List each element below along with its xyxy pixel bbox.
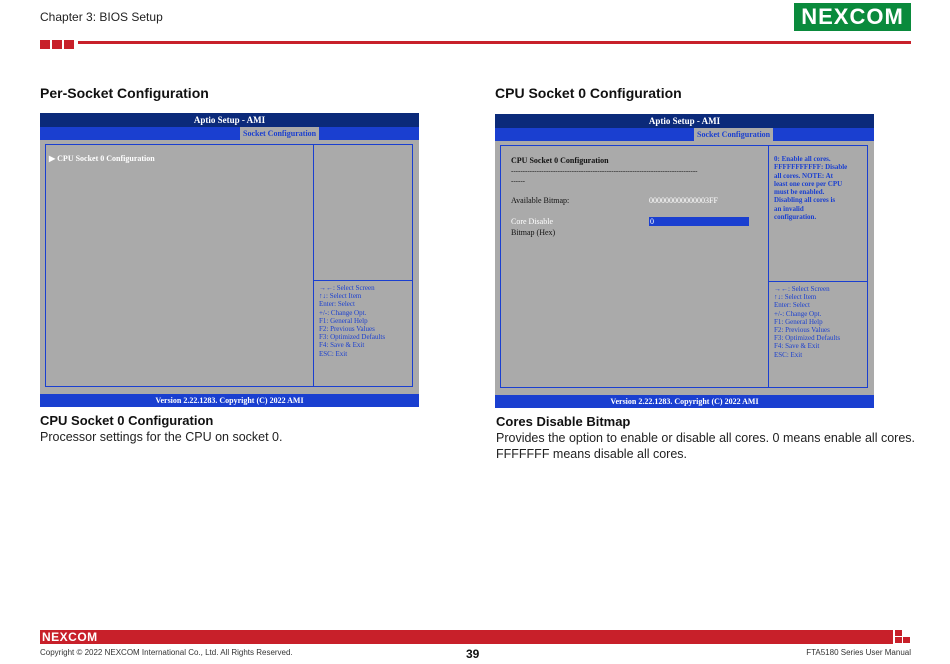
description-line: least one core per CPU: [774, 179, 843, 188]
bios-description-panel: [768, 145, 868, 282]
description-line: all cores. NOTE: At: [774, 171, 833, 180]
header-rule: [78, 41, 911, 44]
help-line: ESC: Exit: [774, 350, 803, 359]
description-line: FFFFFFFFFFF: Disable: [774, 163, 848, 172]
section-heading-per-socket: Per-Socket Configuration: [40, 85, 209, 101]
help-line: +/-: Change Opt.: [774, 309, 822, 318]
header-blocks: [40, 40, 74, 49]
help-line: →←: Select Screen: [319, 284, 375, 292]
divider-dashes: --------------------------------------------------------------------------------: [511, 167, 698, 175]
core-disable-label: Core Disable: [511, 217, 553, 226]
bios-main-panel: [500, 145, 769, 388]
divider-dashes: ------: [511, 177, 525, 185]
chapter-title: Chapter 3: BIOS Setup: [40, 10, 163, 24]
help-line: +/-: Change Opt.: [319, 308, 367, 317]
bios-tab-bar: [40, 127, 419, 140]
bios-main-panel: [45, 144, 314, 387]
description-line-2: FFFFFFF means disable all cores.: [496, 447, 688, 461]
help-line: F3: Optimized Defaults: [319, 333, 386, 342]
description-line: configuration.: [774, 213, 817, 222]
bios-tab-bar: [495, 128, 874, 141]
bios-footer: Version 2.22.1283. Copyright (C) 2022 AMI: [40, 394, 419, 407]
core-disable-label-2: Bitmap (Hex): [511, 228, 556, 237]
tab-socket-configuration[interactable]: Socket Configuration: [694, 128, 773, 141]
help-line: F4: Save & Exit: [774, 342, 820, 351]
available-bitmap-value: 000000000000003FF: [649, 196, 718, 205]
help-line: →←: Select Screen: [774, 285, 830, 293]
help-line: Enter: Select: [319, 300, 355, 309]
tab-socket-configuration[interactable]: Socket Configuration: [240, 127, 319, 140]
bios-title-bar: Aptio Setup - AMI: [495, 114, 874, 128]
footer-nexcom-logo: NEXCOM: [42, 630, 98, 644]
copyright-text: Copyright © 2022 NEXCOM International Co., Ltd. All Rights Reserved.: [40, 648, 293, 657]
bios-screen-cpu-socket-0: [495, 114, 874, 408]
help-line: F3: Optimized Defaults: [774, 334, 841, 343]
description-line: an invalid: [774, 204, 804, 213]
bios-help-panel: [768, 281, 868, 388]
footer-bar: [40, 630, 893, 644]
description-line: Disabling all cores is: [774, 196, 836, 205]
subtitle-cores-disable-bitmap: Cores Disable Bitmap: [496, 414, 631, 429]
bios-screen-per-socket: [40, 113, 419, 407]
help-line: F1: General Help: [774, 317, 823, 326]
description-line: 0: Enable all cores.: [774, 155, 831, 163]
description-cpu-socket-0: Processor settings for the CPU on socket 0.: [40, 430, 283, 444]
triangle-right-icon: ▶: [49, 154, 58, 163]
help-line: F1: General Help: [319, 316, 368, 325]
footer-squares: [895, 630, 911, 644]
help-line: ↑↓: Select Item: [319, 292, 362, 301]
help-line: F4: Save & Exit: [319, 341, 365, 350]
help-line: F2: Previous Values: [319, 325, 375, 334]
description-line: must be enabled.: [774, 188, 825, 197]
help-line: F2: Previous Values: [774, 326, 830, 335]
bios-title-bar: Aptio Setup - AMI: [40, 113, 419, 127]
subtitle-cpu-socket-0: CPU Socket 0 Configuration: [40, 413, 214, 428]
bios-help-panel: [313, 280, 413, 387]
menu-item-cpu-socket-0[interactable]: ▶ CPU Socket 0 Configuration: [49, 154, 155, 163]
description-line-1: Provides the option to enable or disable all cores. 0 means enable all cores.: [496, 431, 916, 445]
core-disable-bitmap-input[interactable]: 0: [649, 217, 749, 226]
nexcom-logo: NEXCOM: [794, 3, 911, 31]
available-bitmap-label: Available Bitmap:: [511, 196, 570, 205]
help-line: Enter: Select: [774, 301, 810, 310]
page-number: 39: [466, 647, 480, 661]
section-heading-cpu-socket-0: CPU Socket 0 Configuration: [495, 85, 682, 101]
section-title-cpu-socket-0: CPU Socket 0 Configuration: [511, 156, 609, 165]
bios-description-panel: [313, 144, 413, 281]
help-line: ↑↓: Select Item: [774, 293, 817, 302]
help-line: ESC: Exit: [319, 349, 348, 358]
bios-footer: Version 2.22.1283. Copyright (C) 2022 AMI: [495, 395, 874, 408]
manual-title: FTA5180 Series User Manual: [806, 648, 911, 657]
description-cores-disable-bitmap: [496, 430, 916, 462]
